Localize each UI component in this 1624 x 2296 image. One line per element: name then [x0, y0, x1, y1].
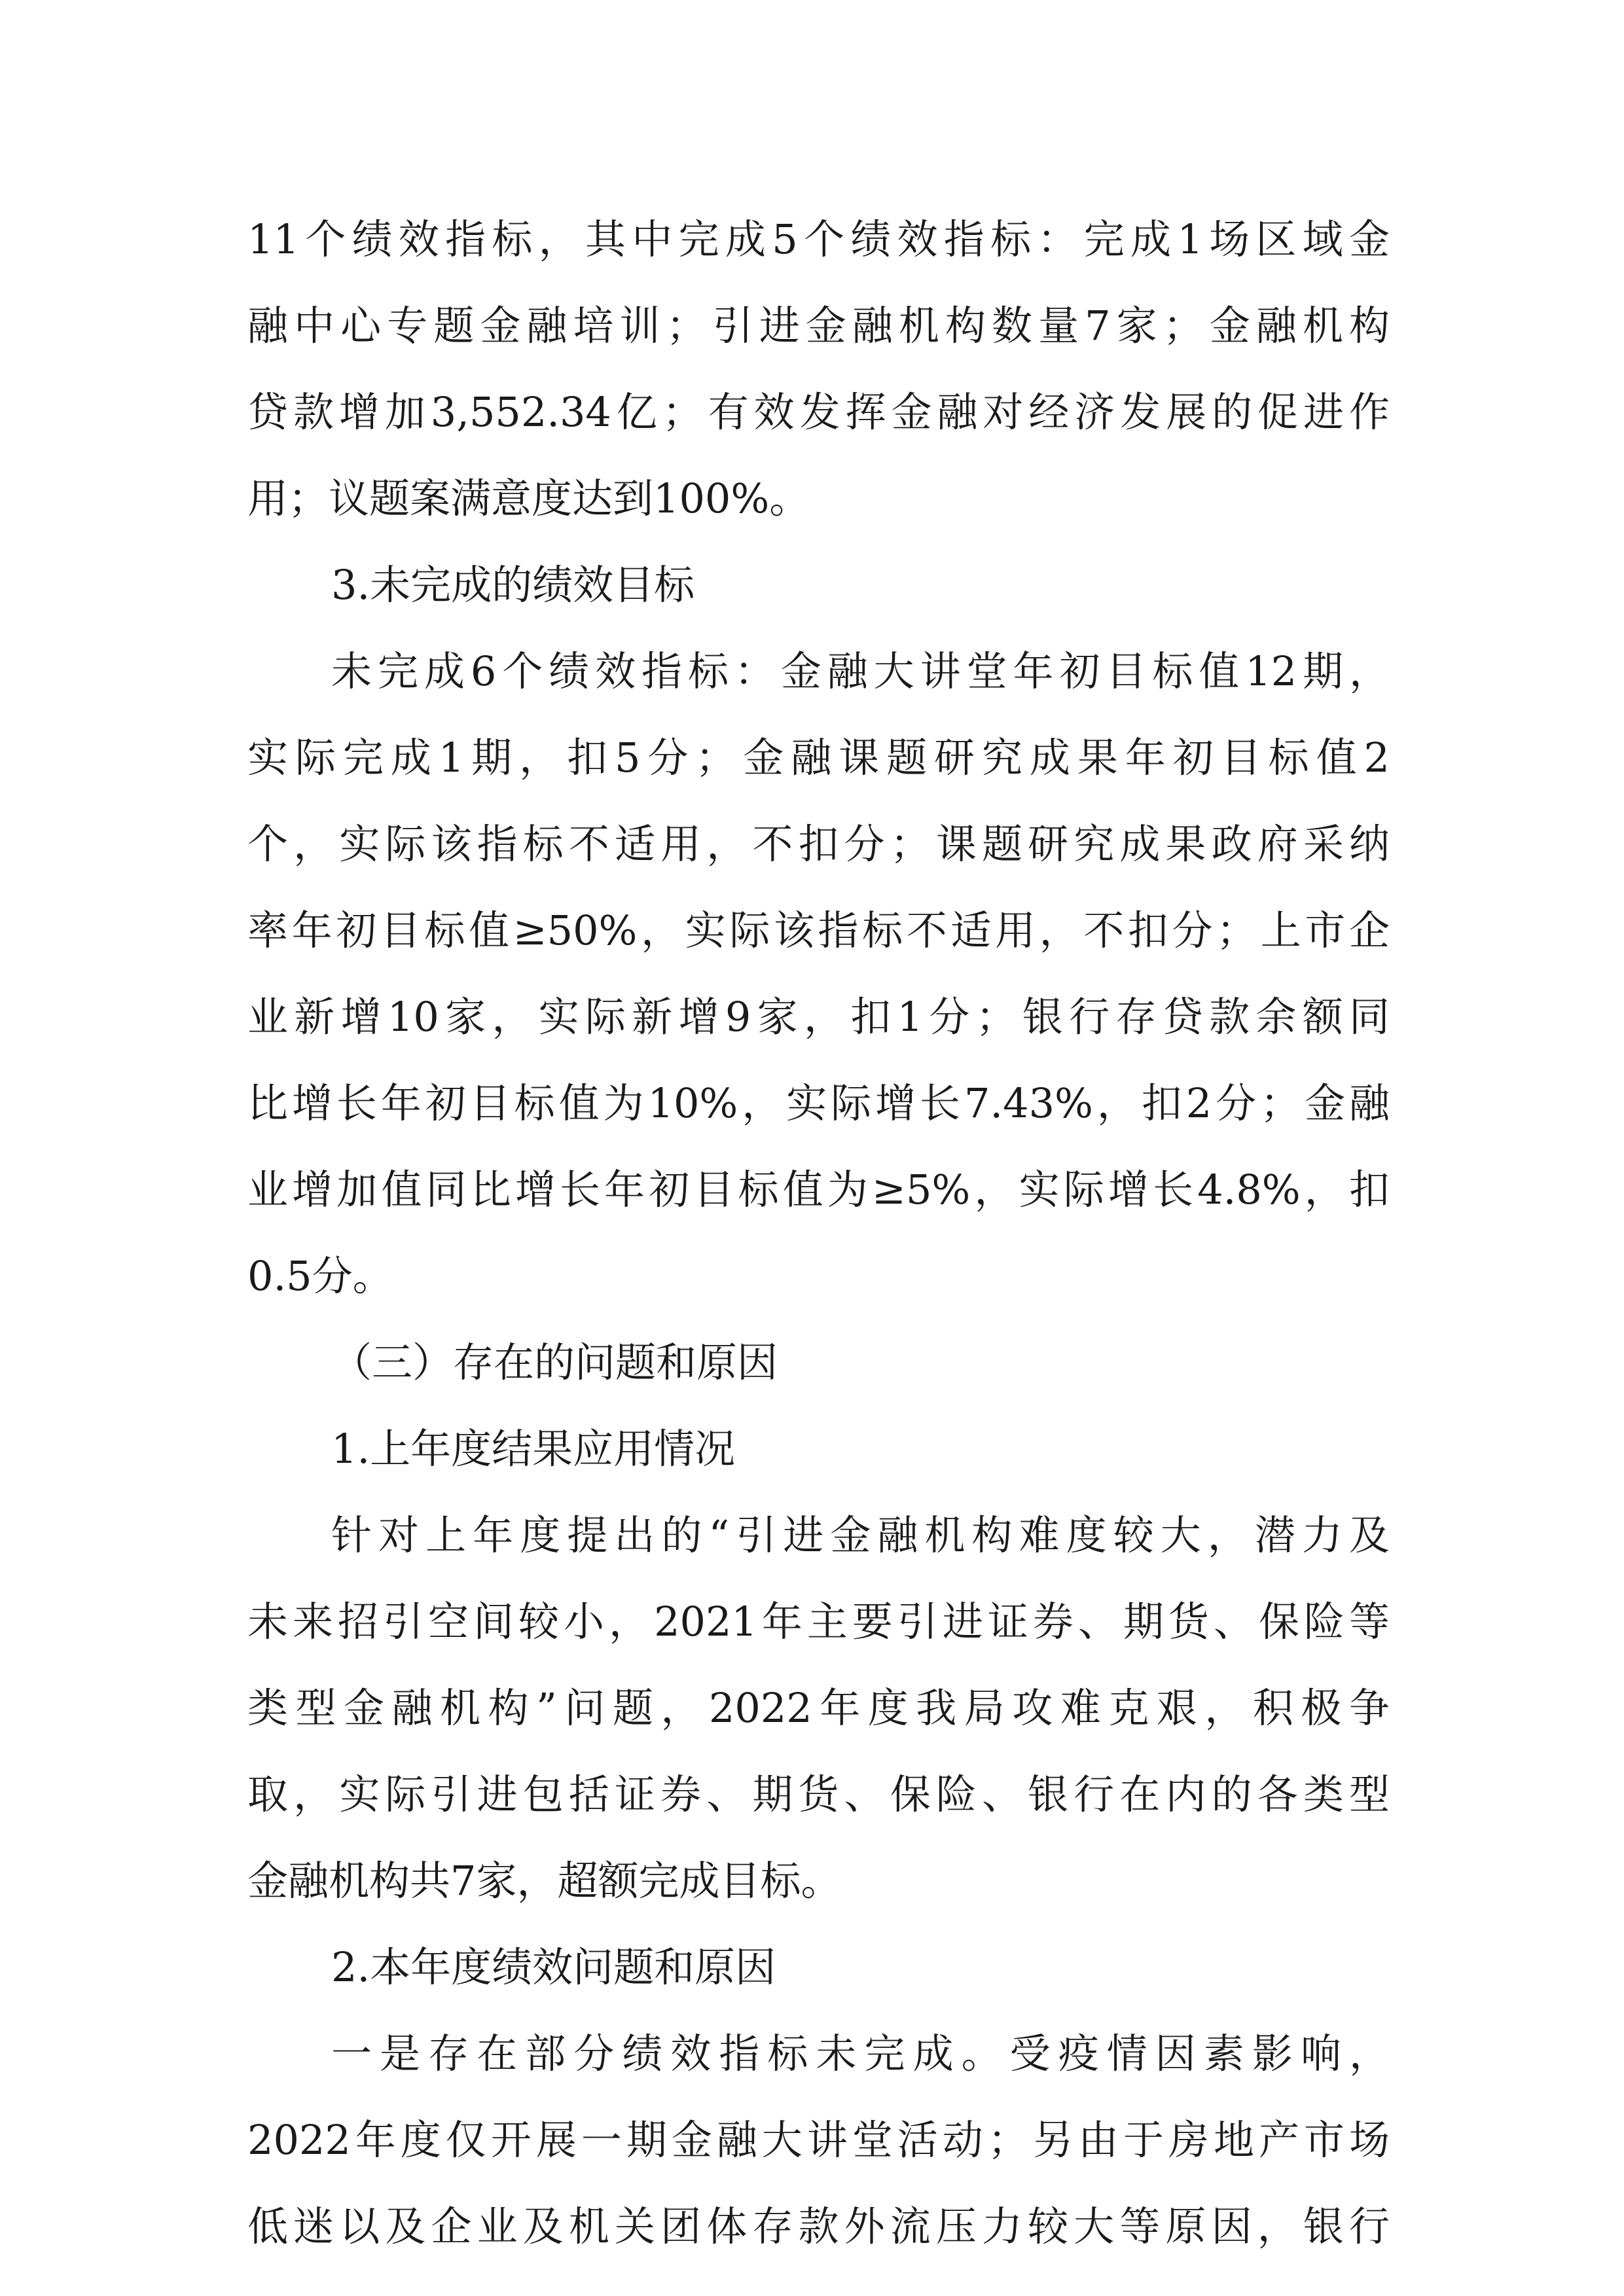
body-text: [247, 196, 1390, 2270]
paragraph-line: 金融机构共7家，超额完成目标。: [247, 1857, 842, 1905]
paragraph-line: 业增加值同比增长年初目标值为≥5%，实际增长4.8%，扣: [247, 1166, 1390, 1213]
paragraph-line: 未完成6个绩效指标：金融大讲堂年初目标值12期，: [331, 647, 1390, 695]
paragraph-line: 取，实际引进包括证券、期货、保险、银行在内的各类型: [247, 1770, 1390, 1818]
section-heading: 1.上年度结果应用情况: [331, 1425, 736, 1473]
paragraph-line: 用；议题案满意度达到100%。: [247, 475, 810, 522]
paragraph-line: 2022年度仅开展一期金融大讲堂活动；另由于房地产市场: [247, 2116, 1390, 2164]
section-heading: 3.未完成的绩效目标: [331, 561, 695, 609]
paragraph-line: 低迷以及企业及机关团体存款外流压力较大等原因，银行: [247, 2202, 1390, 2250]
paragraph-line: 一是存在部分绩效指标未完成。受疫情因素影响，: [331, 2030, 1390, 2077]
paragraph-line: 11个绩效指标，其中完成5个绩效指标：完成1场区域金: [247, 215, 1390, 263]
paragraph-line: 业新增10家，实际新增9家，扣1分；银行存贷款余额同: [247, 993, 1390, 1041]
paragraph-line: 针对上年度提出的“引进金融机构难度较大，潜力及: [331, 1511, 1390, 1559]
paragraph-line: 未来招引空间较小，2021年主要引进证券、期货、保险等: [247, 1598, 1390, 1645]
section-heading: 2.本年度绩效问题和原因: [331, 1943, 776, 1991]
section-heading: （三）存在的问题和原因: [331, 1338, 778, 1386]
paragraph-line: 个，实际该指标不适用，不扣分；课题研究成果政府采纳: [247, 820, 1390, 868]
paragraph-line: 类型金融机构”问题，2022年度我局攻难克艰，积极争: [247, 1684, 1390, 1732]
paragraph-line: 融中心专题金融培训；引进金融机构数量7家；金融机构: [247, 302, 1390, 350]
paragraph-line: 率年初目标值≥50%，实际该指标不适用，不扣分；上市企: [247, 906, 1390, 954]
paragraph-line: 0.5分。: [247, 1252, 393, 1300]
paragraph-line: 贷款增加3,552.34亿；有效发挥金融对经济发展的促进作: [247, 388, 1390, 436]
paragraph-line: 实际完成1期，扣5分；金融课题研究成果年初目标值2: [247, 734, 1390, 781]
paragraph-line: 比增长年初目标值为10%，实际增长7.43%，扣2分；金融: [247, 1079, 1390, 1127]
